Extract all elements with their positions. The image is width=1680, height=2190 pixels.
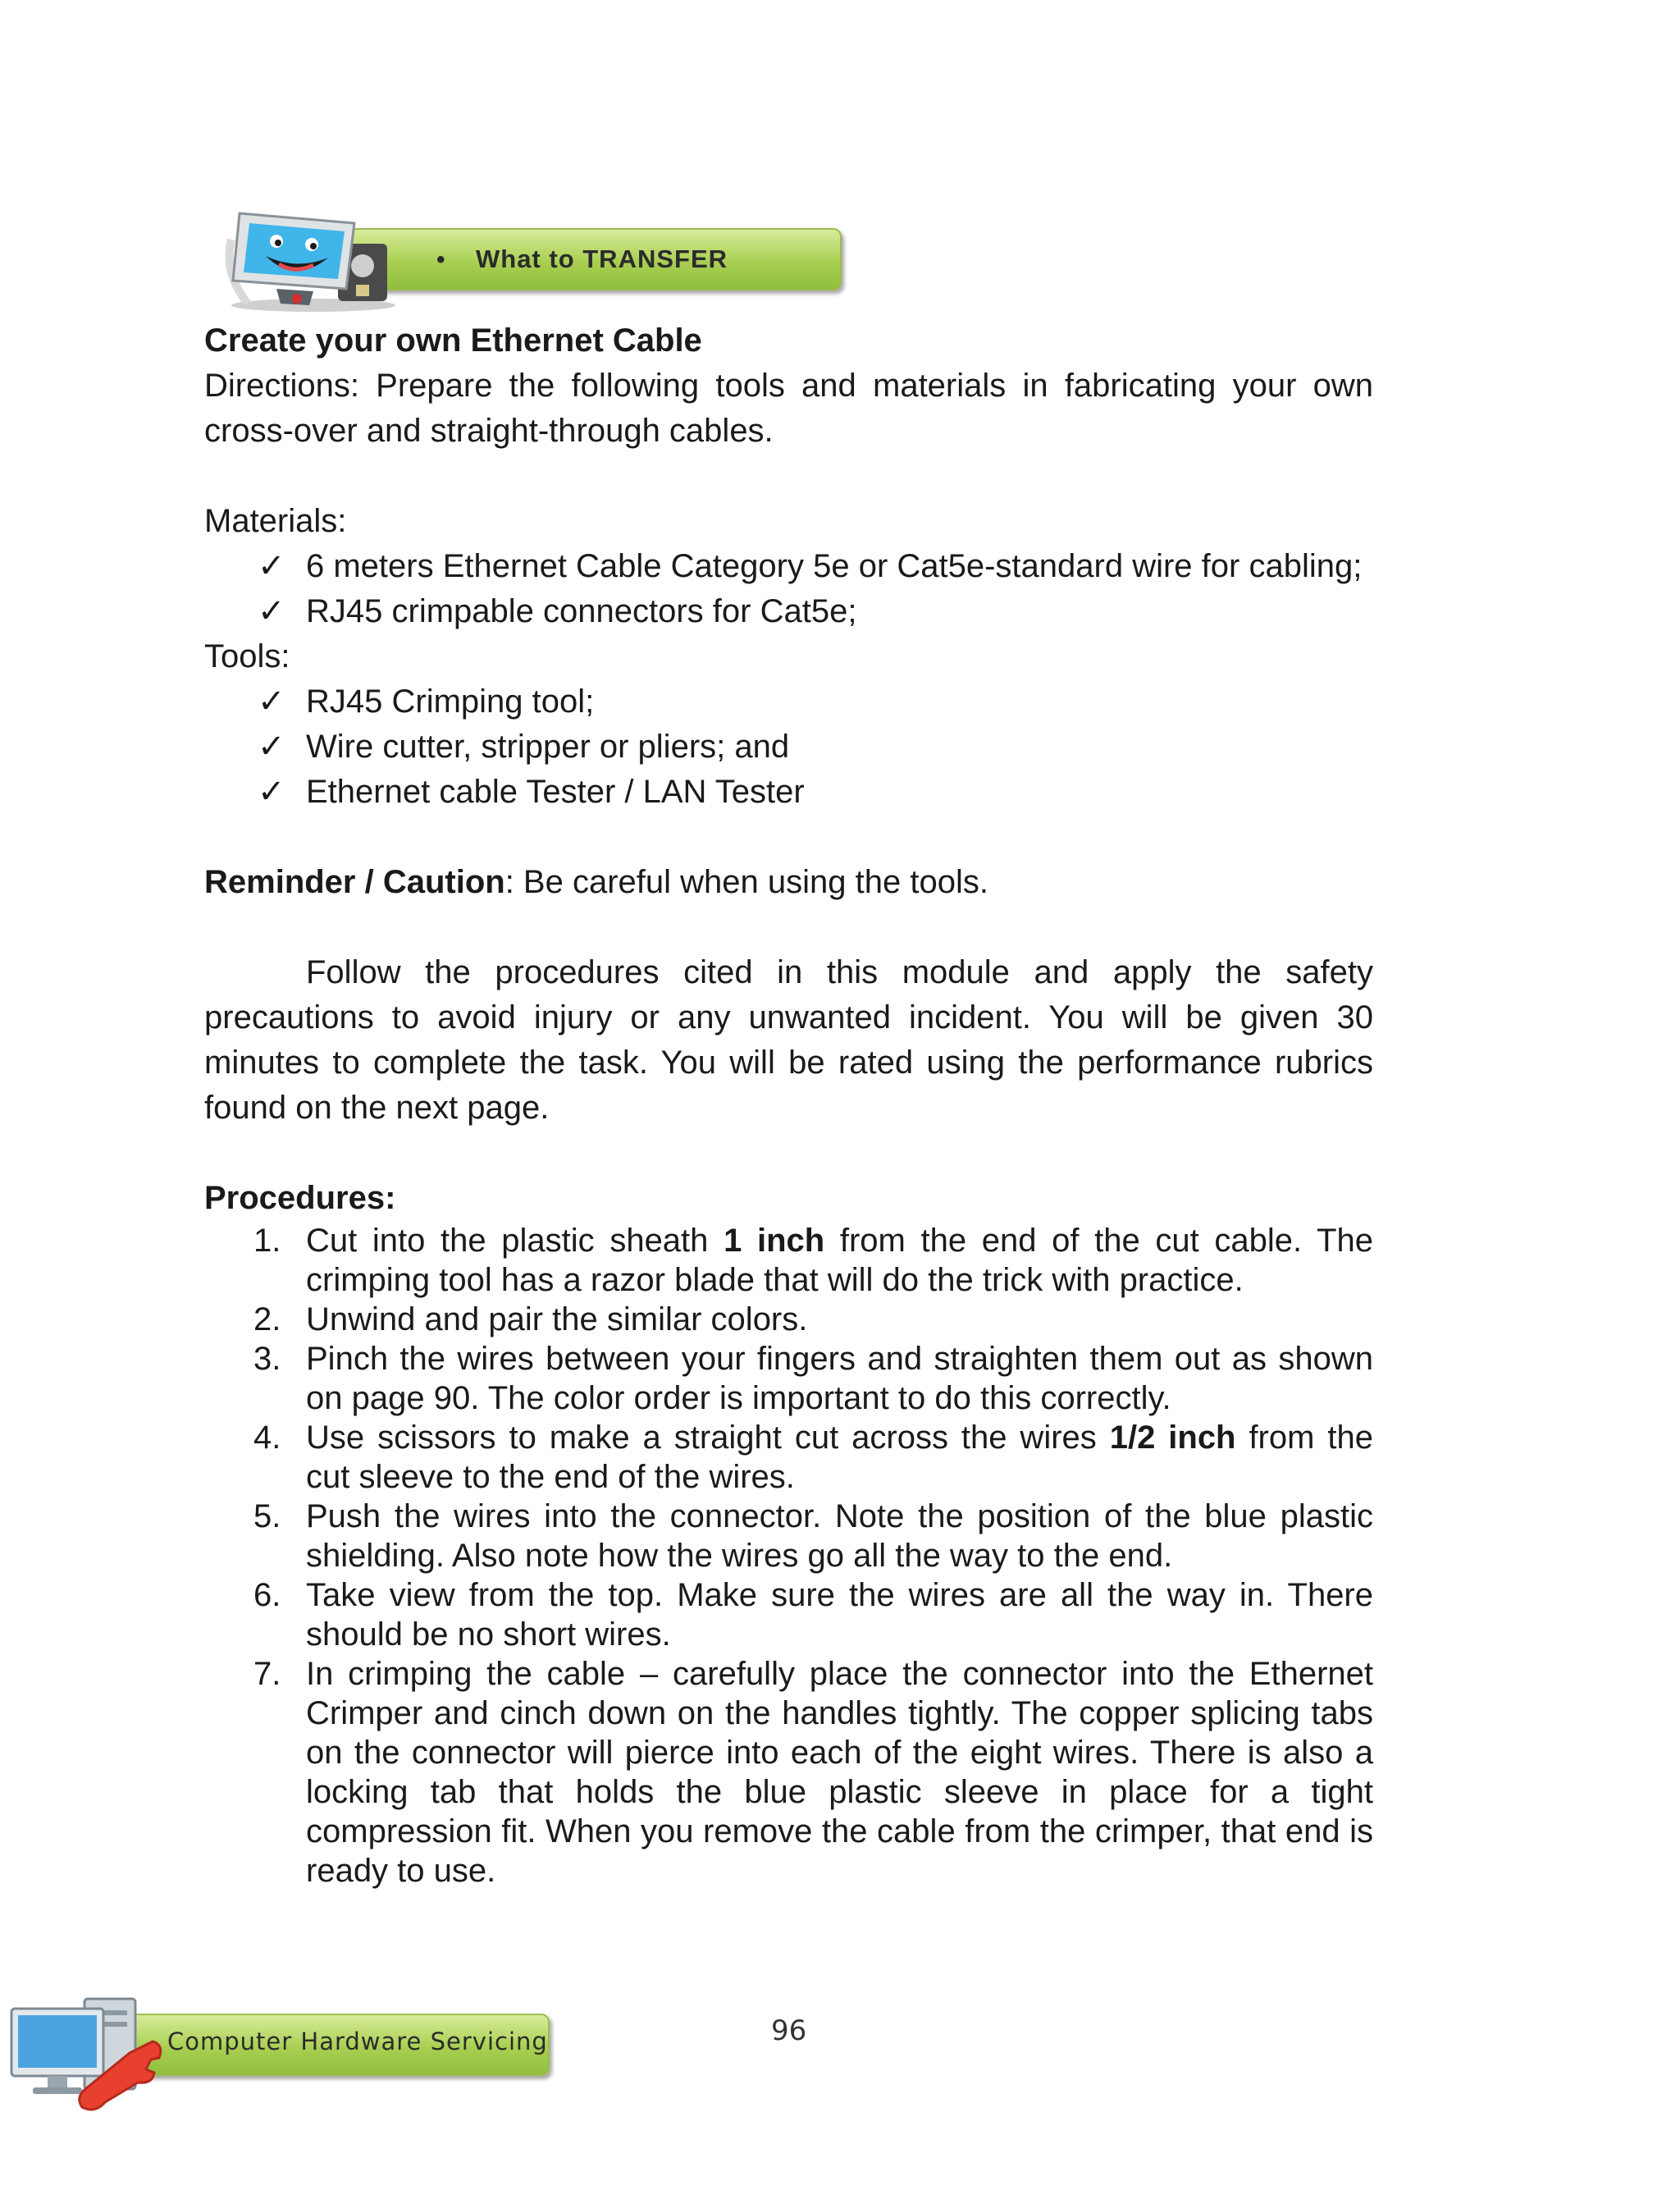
checkmark-icon: ✓ bbox=[258, 729, 285, 765]
tool-text: RJ45 Crimping tool; bbox=[306, 684, 595, 720]
step-text: Push the wires into the connector. Note the position of the blue plastic shielding. Also note how the wires go all the way to the end. bbox=[306, 1498, 1373, 1574]
step-emphasis: 1 inch bbox=[724, 1223, 825, 1259]
step-number: 4. bbox=[253, 1420, 281, 1456]
step-text: In crimping the cable – carefully place the connector into the Ethernet Crimper and cinch down on the handles tightly. The copper splicing tabs on the connector will pierce into each of the eight wires. There is also a locking tab that holds the blue plastic sleeve in place for a tight compression fit. When you remove the cable from the crimper, that end is ready to use. bbox=[306, 1656, 1373, 1889]
procedure-item bbox=[204, 1339, 1373, 1418]
checkmark-icon: ✓ bbox=[258, 593, 285, 629]
step-text-end: from the end of the cut cable. The crimping tool has a razor blade that will do the trick with practice. bbox=[306, 1223, 1374, 1298]
list-item bbox=[204, 679, 1373, 725]
tool-text: Ethernet cable Tester / LAN Tester bbox=[306, 774, 805, 810]
main-content bbox=[204, 318, 1373, 1891]
step-text: Cut into the plastic sheath bbox=[306, 1223, 724, 1259]
smiling-monitor-icon bbox=[215, 207, 404, 313]
tools-list bbox=[204, 679, 1373, 815]
procedures-list bbox=[204, 1221, 1373, 1891]
step-number: 5. bbox=[253, 1498, 281, 1534]
procedure-item bbox=[204, 1497, 1373, 1575]
reminder-text: : Be careful when using the tools. bbox=[504, 864, 988, 900]
procedures-label: Procedures: bbox=[204, 1180, 396, 1216]
spacer bbox=[204, 815, 1373, 860]
step-text-end: from the cut sleeve to the end of the wires. bbox=[306, 1420, 1373, 1495]
materials-label: Materials: bbox=[204, 503, 347, 539]
reminder-label: Reminder / Caution bbox=[204, 864, 505, 900]
procedure-item bbox=[204, 1654, 1373, 1891]
footer-banner bbox=[7, 1994, 548, 2117]
step-number: 1. bbox=[253, 1223, 281, 1259]
step-text: Use scissors to make a straight cut across the wires bbox=[306, 1420, 1110, 1456]
spacer bbox=[204, 1131, 1373, 1176]
material-text: 6 meters Ethernet Cable Category 5e or Cat5e-standard wire for cabling; bbox=[306, 548, 1363, 584]
computer-wrench-icon bbox=[7, 1994, 171, 2117]
footer-label: Computer Hardware Servicing bbox=[167, 2028, 548, 2055]
procedure-item bbox=[204, 1575, 1373, 1654]
step-number: 6. bbox=[253, 1577, 281, 1613]
spacer bbox=[204, 905, 1373, 950]
page-title: Create your own Ethernet Cable bbox=[204, 322, 702, 359]
checkmark-icon: ✓ bbox=[258, 684, 285, 720]
step-text: Take view from the top. Make sure the wires are all the way in. There should be no short wires. bbox=[306, 1577, 1373, 1653]
step-text: Pinch the wires between your fingers and straighten them out as shown on page 90. The color order is important to do this correctly. bbox=[306, 1341, 1373, 1416]
procedure-item bbox=[204, 1300, 1373, 1339]
page-number: 96 bbox=[771, 2014, 807, 2047]
step-number: 2. bbox=[253, 1301, 281, 1337]
tool-text: Wire cutter, stripper or pliers; and bbox=[306, 729, 790, 765]
spacer bbox=[204, 454, 1373, 499]
list-item bbox=[204, 725, 1373, 770]
list-item bbox=[204, 770, 1373, 815]
procedure-item bbox=[204, 1418, 1373, 1497]
instructions-paragraph: Follow the procedures cited in this module and apply the safety precautions to avoid injury or any unwanted incident. You will be given 30 minutes to complete the task. You will be rated using the performance rubrics found on the next page. bbox=[204, 954, 1373, 1126]
materials-list bbox=[204, 544, 1373, 634]
list-item bbox=[204, 544, 1373, 589]
list-item bbox=[204, 589, 1373, 634]
step-number: 3. bbox=[253, 1341, 281, 1377]
step-emphasis: 1/2 inch bbox=[1109, 1420, 1236, 1456]
checkmark-icon: ✓ bbox=[258, 774, 285, 810]
directions-text: Directions: Prepare the following tools and materials in fabricating your own cross-over and straight-through cables. bbox=[204, 368, 1373, 449]
tools-label: Tools: bbox=[204, 638, 290, 674]
step-text: Unwind and pair the similar colors. bbox=[306, 1301, 808, 1337]
procedure-item bbox=[204, 1221, 1373, 1300]
material-text: RJ45 crimpable connectors for Cat5e; bbox=[306, 593, 857, 629]
checkmark-icon: ✓ bbox=[258, 548, 285, 584]
reminder-line bbox=[204, 860, 1373, 905]
section-label: What to TRANSFER bbox=[476, 245, 728, 273]
banner-bullet-icon: • bbox=[436, 246, 445, 273]
step-number: 7. bbox=[253, 1656, 281, 1692]
section-banner bbox=[215, 207, 847, 313]
